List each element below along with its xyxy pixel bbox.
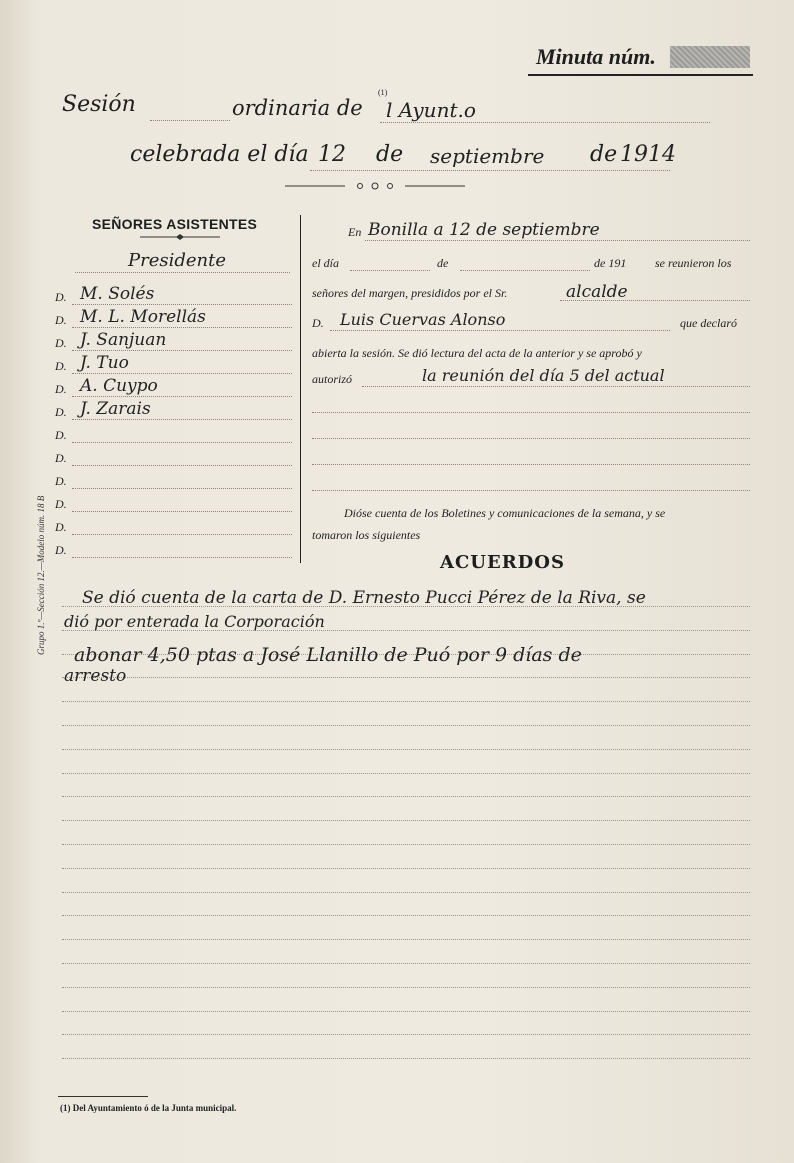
session-month: septiembre (430, 144, 545, 168)
autorizo-label: autorizó (312, 372, 353, 386)
footnote-mark: (1) (378, 88, 388, 97)
de-label: de (376, 142, 404, 167)
column-divider (300, 215, 301, 563)
ruled-line (62, 773, 750, 774)
attendee-prefix: D. (55, 359, 67, 373)
attendee-prefix: D. (55, 382, 67, 396)
attendee-prefix: D. (55, 313, 67, 327)
dia-de-label: de (437, 256, 449, 270)
ruled-line (62, 701, 750, 702)
abierta-text: abierta la sesión. Se dió lectura del acta de la anterior y se aprobó y (312, 346, 642, 360)
diose-text: Dióse cuenta de los Boletines y comunicaciones de la semana, y se (344, 506, 666, 520)
margen-text: señores del margen, presididos por el Sr. (312, 286, 508, 300)
attendee-name: M. L. Morellás (80, 307, 206, 327)
attendee-name: J. Tuo (80, 353, 129, 373)
ruled-line (62, 820, 750, 821)
acuerdo-line-1: Se dió cuenta de la carta de D. Ernesto Pucci Pérez de la Riva, se (82, 588, 646, 608)
attendee-name: A. Cuypo (80, 376, 158, 396)
session-day: 12 (318, 142, 346, 167)
reunieron-text: se reunieron los (655, 256, 732, 270)
session-year: 1914 (620, 142, 676, 167)
ruled-line (62, 892, 750, 893)
attendee-prefix: D. (55, 520, 67, 534)
president-label: Presidente (128, 250, 227, 271)
ruled-line (62, 1011, 750, 1012)
attendee-prefix: D. (55, 451, 67, 465)
minuta-box (528, 42, 753, 76)
sesion-label: Sesión (62, 92, 136, 117)
ruled-line (62, 749, 750, 750)
acuerdos-heading: ACUERDOS (440, 552, 565, 573)
ruled-line (62, 677, 750, 678)
ruled-line (62, 987, 750, 988)
attendees-heading: SEÑORES ASISTENTES (92, 216, 258, 232)
minuta-label: Minuta núm. (536, 44, 656, 69)
ruled-line (62, 868, 750, 869)
ruled-line (62, 796, 750, 797)
attendee-name: M. Solés (80, 284, 155, 304)
presidido-handwritten: alcalde (566, 282, 628, 302)
en-label: En (348, 225, 362, 239)
de-year-label: de (590, 142, 618, 167)
ornament-divider (285, 180, 465, 192)
attendee-prefix: D. (55, 543, 67, 557)
ruled-line (62, 915, 750, 916)
attendee-prefix: D. (55, 474, 67, 488)
attendee-prefix: D. (55, 336, 67, 350)
acuerdo-line-2: dió por enterada la Corporación (64, 612, 325, 631)
ruled-line (62, 725, 750, 726)
ruled-line (62, 844, 750, 845)
margin-print-text: Grupo 1.º—Sección 12.—Modelo núm. 18 B (36, 495, 46, 655)
attendee-prefix: D. (55, 428, 67, 442)
en-handwritten: Bonilla a 12 de septiembre (368, 220, 600, 240)
ruled-line (62, 963, 750, 964)
ruled-line (62, 1034, 750, 1035)
dia-label: el día (312, 256, 339, 270)
acuerdo-line-4: arresto (64, 666, 127, 686)
tomaron-text: tomaron los siguientes (312, 528, 421, 542)
ruled-line (62, 939, 750, 940)
celebrada-label: celebrada el día (130, 142, 309, 167)
attendee-name: J. Zarais (80, 399, 151, 419)
d-label: D. (312, 316, 324, 330)
presidente-name: Luis Cuervas Alonso (340, 310, 506, 329)
footnote-text: (1) Del Ayuntamiento ó de la Junta municipal. (60, 1103, 237, 1113)
attendee-prefix: D. (55, 405, 67, 419)
heading-flourish (140, 233, 220, 241)
ruled-line (62, 1058, 750, 1059)
attendee-prefix: D. (55, 290, 67, 304)
declaro-text: que declaró (680, 316, 737, 330)
minuta-number-stamp (670, 46, 750, 68)
footnote-rule (58, 1096, 148, 1097)
sesion-type-label: ordinaria de (232, 96, 363, 120)
attendee-prefix: D. (55, 497, 67, 511)
autorizo-handwritten: la reunión del día 5 del actual (422, 366, 665, 385)
year-label: de 191 (594, 256, 627, 270)
sesion-handwritten: l Ayunt.o (386, 98, 476, 122)
acuerdo-line-3: abonar 4,50 ptas a José Llanillo de Puó por 9 días de (74, 644, 582, 666)
attendee-name: J. Sanjuan (80, 330, 167, 350)
